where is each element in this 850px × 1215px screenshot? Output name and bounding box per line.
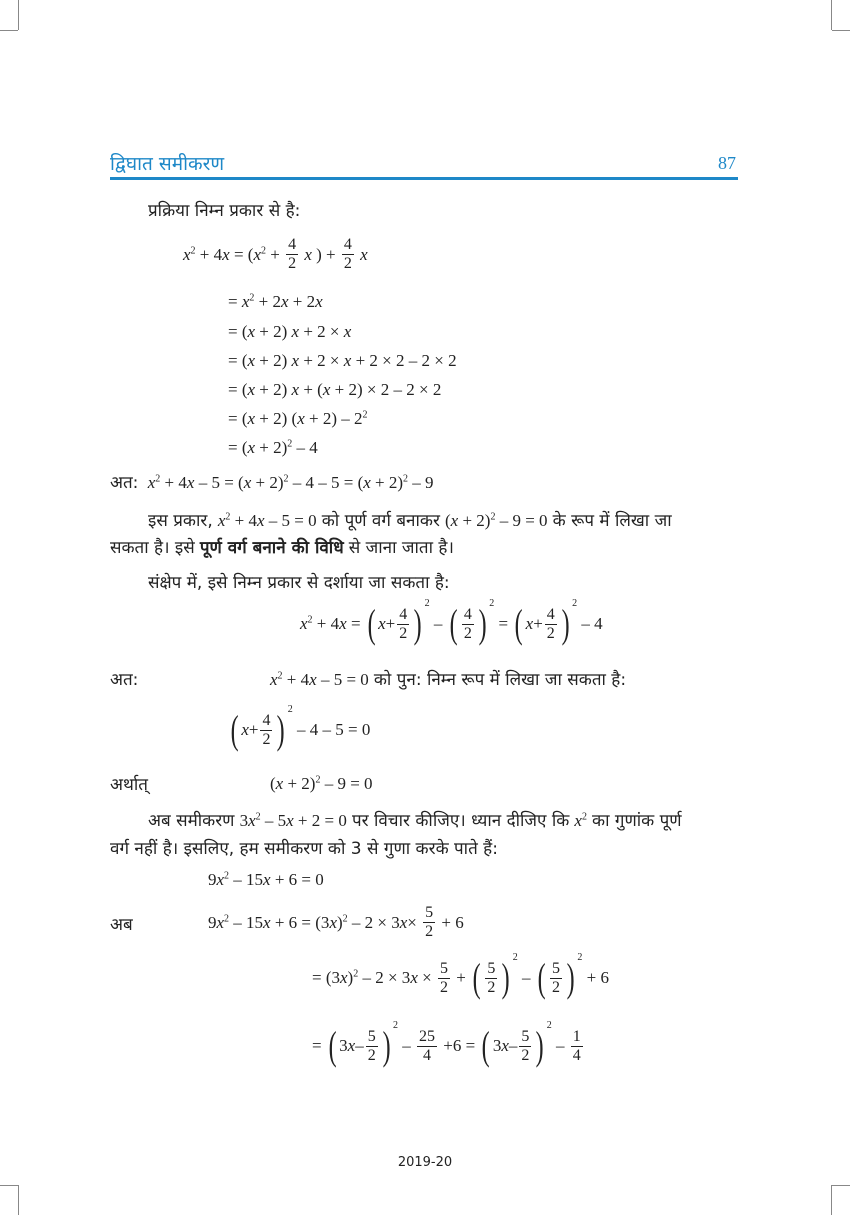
page-number: 87 <box>718 153 736 173</box>
crop-mark <box>831 0 832 30</box>
equation-line-2: = $x^2 + 2x + 2x$ <box>228 292 323 311</box>
fraction: $\frac{4}{2}$ <box>288 236 297 272</box>
bold-term: पूर्ण वर्ग बनाने की विधि <box>199 538 344 558</box>
crop-mark <box>18 0 19 30</box>
paragraph-2-line-1: अब समीकरण $3x^2 - 5x + 2 = 0$ पर विचार कीजिए। ध्यान दीजिए कि $x^2$ का गुणांक पूर्ण <box>148 811 682 831</box>
footer-year: 2019-20 <box>397 1155 453 1170</box>
equation-line-1: $x^2 + 4x = (x^2$ + $\frac{4}{2}$ x ) + $\frac{4}{2}$ x <box>183 236 368 272</box>
now-label: अब <box>110 915 133 935</box>
crop-mark <box>831 1185 832 1215</box>
equation-line-5: = (x + 2) x + (x + 2) × 2 – 2 × 2 <box>228 380 442 399</box>
fraction: $\frac{4}{2}$ <box>343 236 352 272</box>
equation-step-2: = $(3x)^2 - 2 \times 3x$ × $\frac{5}{2}$ + ( $\frac{5}{2}$ ) 2 – ( $\frac{5}{2}$ ) 2 + 6 <box>312 952 609 1000</box>
crop-mark <box>832 1185 850 1186</box>
crop-mark <box>832 30 850 31</box>
equation-step-1: $9x^2 - 15x + 6 = (3x)^2 - 2 \times 3x\times$ $\frac{5}{2}$ + 6 <box>208 904 464 940</box>
crop-mark <box>0 30 18 31</box>
chapter-title: द्विघात समीकरण <box>110 153 225 175</box>
equation-step-3: = ( 3x– $\frac{5}{2}$ ) 2 – $\frac{25}{4}$ +6 = ( 3x– $\frac{5}{2}$ ) 2 – $\frac{1}{4}$ <box>312 1020 581 1068</box>
crop-mark <box>18 1185 19 1215</box>
equation-multiplied: $9x^2 - 15x + 6 = 0$ <box>208 870 324 889</box>
rewrite-line: $x^2 + 4x - 5 = 0$ को पुन: निम्न रूप में लिखा जा सकता है: <box>270 670 627 690</box>
therefore-line: अत: $x^2 + 4x - 5 = (x + 2)^2 - 4 - 5 = (x + 2)^2 - 9$ <box>110 473 434 493</box>
equation-line-4: = (x + 2) x + 2 × x + 2 × 2 – 2 × 2 <box>228 351 457 370</box>
equation-line-7: = $(x + 2)^2 - 4$ <box>228 438 318 457</box>
crop-mark <box>0 1185 18 1186</box>
summary-text: संक्षेप में, इसे निम्न प्रकार से दर्शाया जा सकता है: <box>148 573 450 593</box>
equation-complete-square: $x^2 + 4x$ = ( x+ $\frac{4}{2}$ ) 2 – ( $\frac{4}{2}$ ) 2 = ( x+ $\frac{4}{2}$ ) 2 – 4 <box>300 598 603 646</box>
paragraph-2-line-2: वर्ग नहीं है। इसलिए, हम समीकरण को 3 से गुणा करके पाते हैं: <box>110 839 498 859</box>
equation-that-is: $(x + 2)^2 - 9 = 0$ <box>270 774 373 793</box>
that-is-label: अर्थात् <box>110 775 148 795</box>
equation-rewritten: ( x+ $\frac{4}{2}$ ) 2 – 4 – 5 = 0 <box>230 704 371 752</box>
intro-text: प्रक्रिया निम्न प्रकार से है: <box>148 201 301 221</box>
therefore-label: अत: <box>110 670 139 690</box>
header-rule <box>110 177 738 180</box>
paragraph-1-line-2: सकता है। इसे पूर्ण वर्ग बनाने की विधि से जाना जाता है। <box>110 538 454 558</box>
equation-line-3: = (x + 2) x + 2 × x <box>228 322 352 341</box>
equation-line-6: = (x + 2) $(x + 2) - 2^2$ <box>228 409 368 428</box>
paragraph-1-line-1: इस प्रकार, $x^2 + 4x - 5 = 0$ को पूर्ण वर्ग बनाकर $(x + 2)^2 - 9 = 0$ के रूप में लिखा जा <box>148 511 672 531</box>
